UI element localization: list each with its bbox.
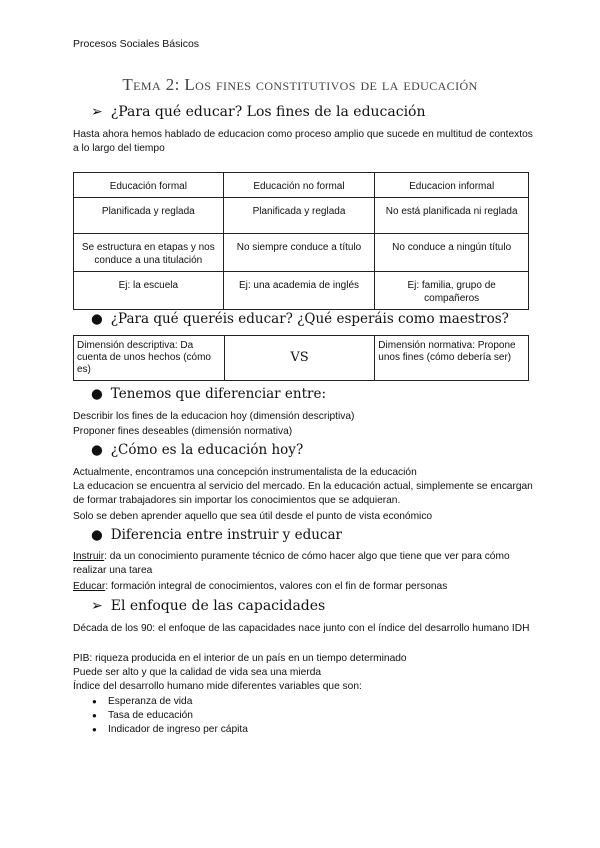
table-header-cell: Educacion informal xyxy=(375,173,529,198)
section-heading-instruir-educar: ● Diferencia entre instruir y educar xyxy=(91,527,342,543)
table-cell: Planificada y reglada xyxy=(223,198,375,234)
table-cell: Planificada y reglada xyxy=(74,198,224,234)
table-header-cell: Educación no formal xyxy=(223,173,375,198)
paragraph-line: Puede ser alto y que la calidad de vida sea una mierda xyxy=(73,667,322,678)
table-cell: Ej: la escuela xyxy=(74,272,224,310)
list-item: ● Tasa de educación xyxy=(92,709,248,723)
paragraph-line: Actualmente, encontramos una concepción instrumentalista de la educación xyxy=(73,467,417,478)
list-item: ● Esperanza de vida xyxy=(92,695,248,709)
versus-cell: VS xyxy=(224,336,375,381)
arrow-bullet-icon: ➢ xyxy=(91,598,103,614)
running-header: Procesos Sociales Básicos xyxy=(73,38,200,50)
table-row xyxy=(74,234,529,272)
table-cell: Ej: familia, grupo de compañeros xyxy=(375,272,529,310)
arrow-bullet-icon: ➢ xyxy=(91,104,103,120)
paragraph-line: Década de los 90: el enfoque de las capacidades nace junto con el índice del desarrollo humano IDH xyxy=(73,623,530,634)
normative-dimension-cell: Dimensión normativa: Propone unos fines (cómo debería ser) xyxy=(375,336,529,381)
dimension-comparison-table xyxy=(73,335,529,381)
idh-variables-list xyxy=(92,695,248,737)
paragraph-line: PIB: riqueza producida en el interior de un país en un tiempo determinado xyxy=(73,653,407,664)
table-row xyxy=(74,272,529,310)
bullet-icon: ● xyxy=(91,386,103,402)
education-types-table xyxy=(73,172,529,310)
list-item: ● Indicador de ingreso per cápita xyxy=(92,723,248,737)
paragraph-line: Índice del desarrollo humano mide diferentes variables que son: xyxy=(73,681,362,692)
section-heading-como-es: ● ¿Cómo es la educación hoy? xyxy=(91,442,304,458)
table-cell: No está planificada ni reglada xyxy=(375,198,529,234)
table-cell: No conduce a ningún título xyxy=(375,234,529,272)
paragraph-line: La educacion se encuentra al servicio del mercado. En la educación actual, simplemente se encargan de formar trabajadores sin importar los conocimientos que se adquieran. xyxy=(73,481,533,506)
educar-definition: Educar: formación integral de conocimientos, valores con el fin de formar personas xyxy=(73,581,448,592)
section-heading-fines: ➢ ¿Para qué educar? Los fines de la educación xyxy=(91,104,426,120)
paragraph-line: Solo se deben aprender aquello que sea útil desde el punto de vista económico xyxy=(73,511,433,522)
paragraph-line: Proponer fines deseables (dimensión normativa) xyxy=(73,426,293,437)
section-heading-diferenciar: ● Tenemos que diferenciar entre: xyxy=(91,386,327,402)
section-heading-para-que: ● ¿Para qué queréis educar? ¿Qué esperáis como maestros? xyxy=(91,311,509,327)
table-header-row xyxy=(74,173,529,198)
bullet-icon: ● xyxy=(91,442,103,458)
bullet-icon: ● xyxy=(91,311,103,327)
table-cell: Se estructura en etapas y nos conduce a una titulación xyxy=(74,234,224,272)
intro-paragraph: Hasta ahora hemos hablado de educacion como proceso amplio que sucede en multitud de contextos a lo largo del tiempo xyxy=(73,129,533,154)
bullet-icon: ● xyxy=(91,527,103,543)
paragraph-line: Describir los fines de la educacion hoy (dimensión descriptiva) xyxy=(73,411,355,422)
table-cell: No siempre conduce a título xyxy=(223,234,375,272)
page-title: Tema 2: Los fines constitutivos de la educación xyxy=(122,75,478,94)
descriptive-dimension-cell: Dimensión descriptiva: Da cuenta de unos hechos (cómo es) xyxy=(74,336,225,381)
section-heading-capacidades: ➢ El enfoque de las capacidades xyxy=(91,598,326,614)
instruir-definition: Instruir: da un conocimiento puramente técnico de cómo hacer algo que tiene que ver para cómo realizar una tarea xyxy=(73,551,510,576)
table-cell: Ej: una academia de inglés xyxy=(223,272,375,310)
instruir-term: Instruir xyxy=(73,551,105,562)
educar-term: Educar xyxy=(73,581,106,592)
table-row xyxy=(74,198,529,234)
table-header-cell: Educación formal xyxy=(74,173,224,198)
